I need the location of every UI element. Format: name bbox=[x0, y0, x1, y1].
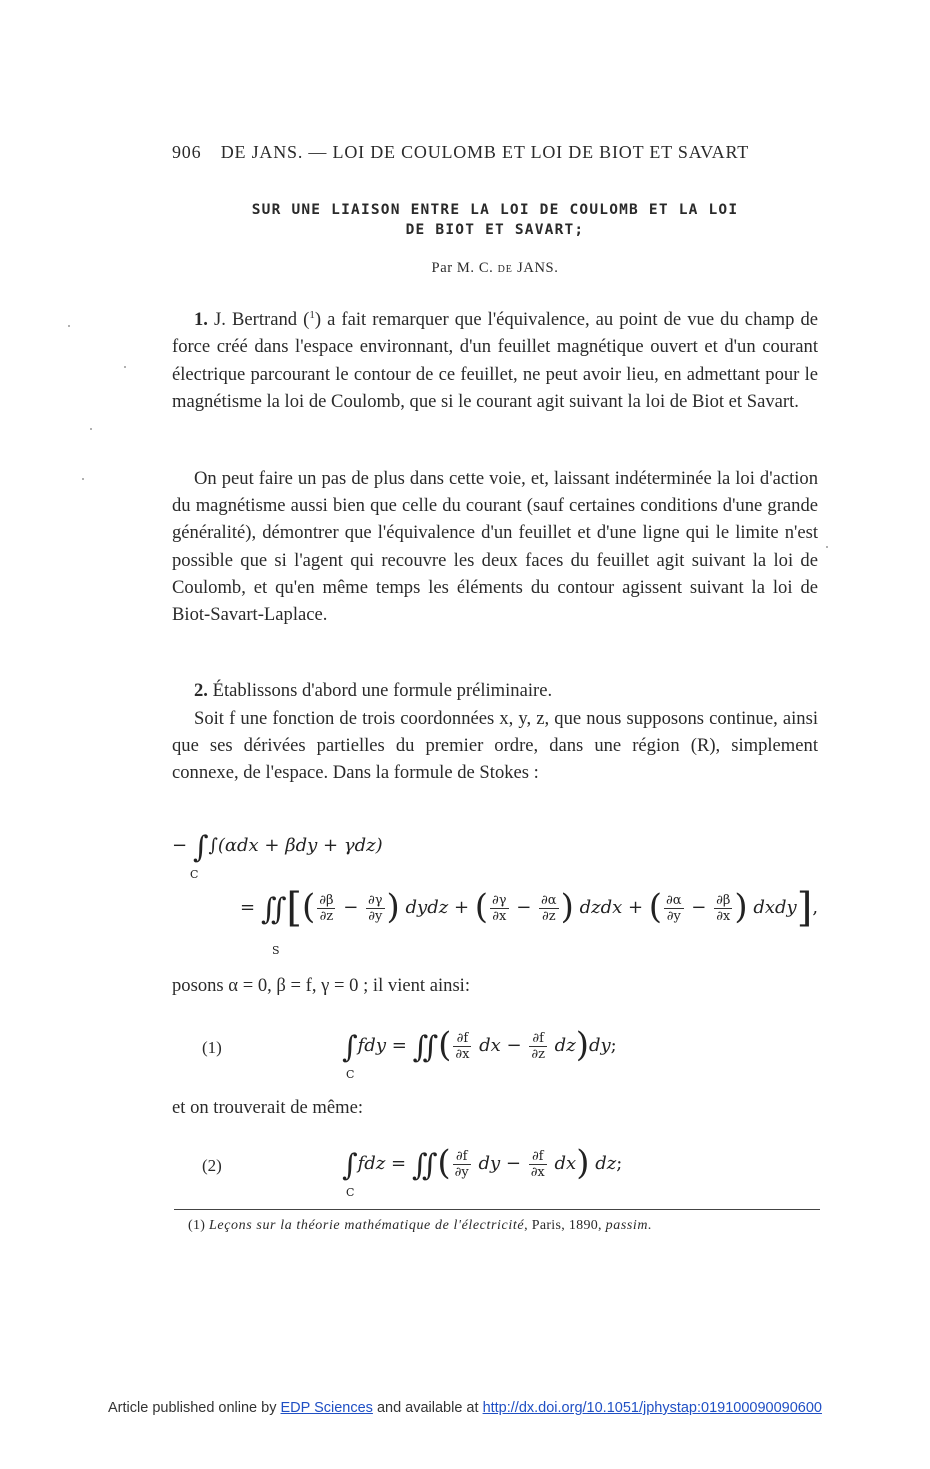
running-title: DE JANS. — LOI DE COULOMB ET LOI DE BIOT ET SAVART bbox=[220, 142, 749, 162]
section-2-number: 2. bbox=[194, 680, 208, 701]
section-1-paragraph-2 bbox=[172, 465, 818, 628]
equation-2-label: (2) bbox=[202, 1156, 222, 1175]
page-number: 906 bbox=[172, 142, 202, 162]
banner-prefix: Article published online by bbox=[108, 1400, 281, 1416]
article-title-line-2: DE BIOT ET SAVART; bbox=[405, 222, 585, 238]
stokes-rhs: = ∬[( $\frac{\partial\beta}{\partial z}$ − $\frac{\partial\gamma}{\partial y}$ ) dydz + ( $\frac{\partial\gamma}{\partial x}$ − $\frac{\partial\alpha}{\partial z}$ ) dzdx + ( $\frac{\partial\alpha}{\partial y}$ − $\frac{\partial\beta}{\partial x}$ ) dxdy], bbox=[240, 885, 819, 931]
footnote bbox=[188, 1218, 828, 1234]
section-2-heading bbox=[172, 677, 818, 704]
footnote-rule bbox=[174, 1209, 820, 1210]
publisher-link[interactable]: EDP Sciences bbox=[280, 1400, 373, 1416]
running-header bbox=[172, 142, 822, 163]
section-1-text-b: ) a fait remarquer que l'équivalence, au point de vue du champ de force créé dans l'espace environnant, d'un feuillet magnétique ouvert et d'un courant électrique parcourant le contour de ce feuillet, ne peut avoir lieu, en admettant pour le magnétisme la loi de Coulomb, que si le courant agit suivant la loi de Biot et Savart. bbox=[172, 309, 818, 412]
article-author bbox=[172, 260, 818, 277]
footnote-ref[interactable]: 1 bbox=[309, 309, 315, 321]
doi-link[interactable]: http://dx.doi.org/10.1051/jphystap:019100090090600 bbox=[482, 1400, 822, 1416]
equation-1-subscript: C bbox=[346, 1068, 355, 1081]
section-1-paragraph-1 bbox=[172, 302, 818, 415]
stokes-lhs-integrand: ∫(αdx + βdy + γdz) bbox=[208, 835, 383, 856]
section-2-p1-text: Soit f une fonction de trois coordonnées x, y, z, que nous supposons continue, ainsi que ses dérivées partielles du premier ordre, dans une région (R), simplement connexe, de l'espace. Dans la formule de Stokes : bbox=[172, 708, 818, 784]
trouverait-text: et on trouverait de même: bbox=[172, 1097, 364, 1118]
article-title-line-1: SUR UNE LIAISON ENTRE LA LOI DE COULOMB ET LA LOI bbox=[251, 202, 739, 218]
section-1-number: 1. bbox=[194, 309, 208, 331]
section-2-heading-text: Établissons d'abord une formule préliminaire. bbox=[207, 680, 553, 701]
scan-speck bbox=[124, 366, 126, 368]
equation-2-subscript: C bbox=[346, 1186, 355, 1199]
article-title bbox=[172, 200, 818, 240]
section-1-p2-text: On peut faire un pas de plus dans cette voie, et, laissant indéterminée la loi d'action du magnétisme aussi bien que celle du courant (sauf certaines conditions d'une grande généralité), démontrer que l'équivalence d'un feuillet et d'une ligne qui le limite n'est possible que si l'agent qui recouvre les deux faces du feuillet agit suivant la loi de Coulomb, et qu'en même temps les éléments du contour agissent suivant la loi de Biot-Savart-Laplace. bbox=[172, 468, 818, 626]
equation-1-label: (1) bbox=[202, 1038, 222, 1057]
equation-2: ∫fdz = ∬( $\frac{\partial f}{\partial y}$ dy − $\frac{\partial f}{\partial x}$ dx) dz; bbox=[342, 1143, 623, 1183]
section-1-text-a: J. Bertrand ( bbox=[207, 309, 310, 331]
footnote-marker: (1) bbox=[188, 1218, 206, 1233]
publication-banner bbox=[0, 1400, 930, 1416]
author-particle: DE bbox=[497, 264, 513, 275]
stokes-lhs-subscript: C bbox=[190, 868, 199, 881]
equation-1: ∫fdy = ∬( $\frac{\partial f}{\partial x}$ dx − $\frac{\partial f}{\partial z}$ dz)dy; bbox=[342, 1025, 617, 1065]
section-2-paragraph-1 bbox=[172, 705, 818, 787]
author-prefix: Par M. C. bbox=[431, 260, 494, 276]
scan-speck bbox=[68, 325, 70, 327]
stokes-lhs: − ∫∫(αdx + βdy + γdz) bbox=[172, 830, 383, 865]
scan-speck bbox=[90, 428, 92, 430]
scan-speck bbox=[82, 478, 84, 480]
trouverait-line bbox=[172, 1094, 818, 1121]
footnote-passim: passim. bbox=[605, 1218, 653, 1233]
banner-middle: and available at bbox=[372, 1400, 483, 1416]
stokes-rhs-subscript: S bbox=[272, 944, 280, 957]
footnote-title: Leçons sur la théorie mathématique de l'électricité bbox=[209, 1218, 525, 1233]
author-name: JANS. bbox=[517, 260, 559, 276]
posons-line bbox=[172, 972, 818, 999]
footnote-place-year: , Paris, 1890, bbox=[524, 1218, 606, 1233]
scan-speck bbox=[826, 546, 828, 548]
posons-text: posons α = 0, β = f, γ = 0 ; il vient ainsi: bbox=[172, 975, 471, 996]
